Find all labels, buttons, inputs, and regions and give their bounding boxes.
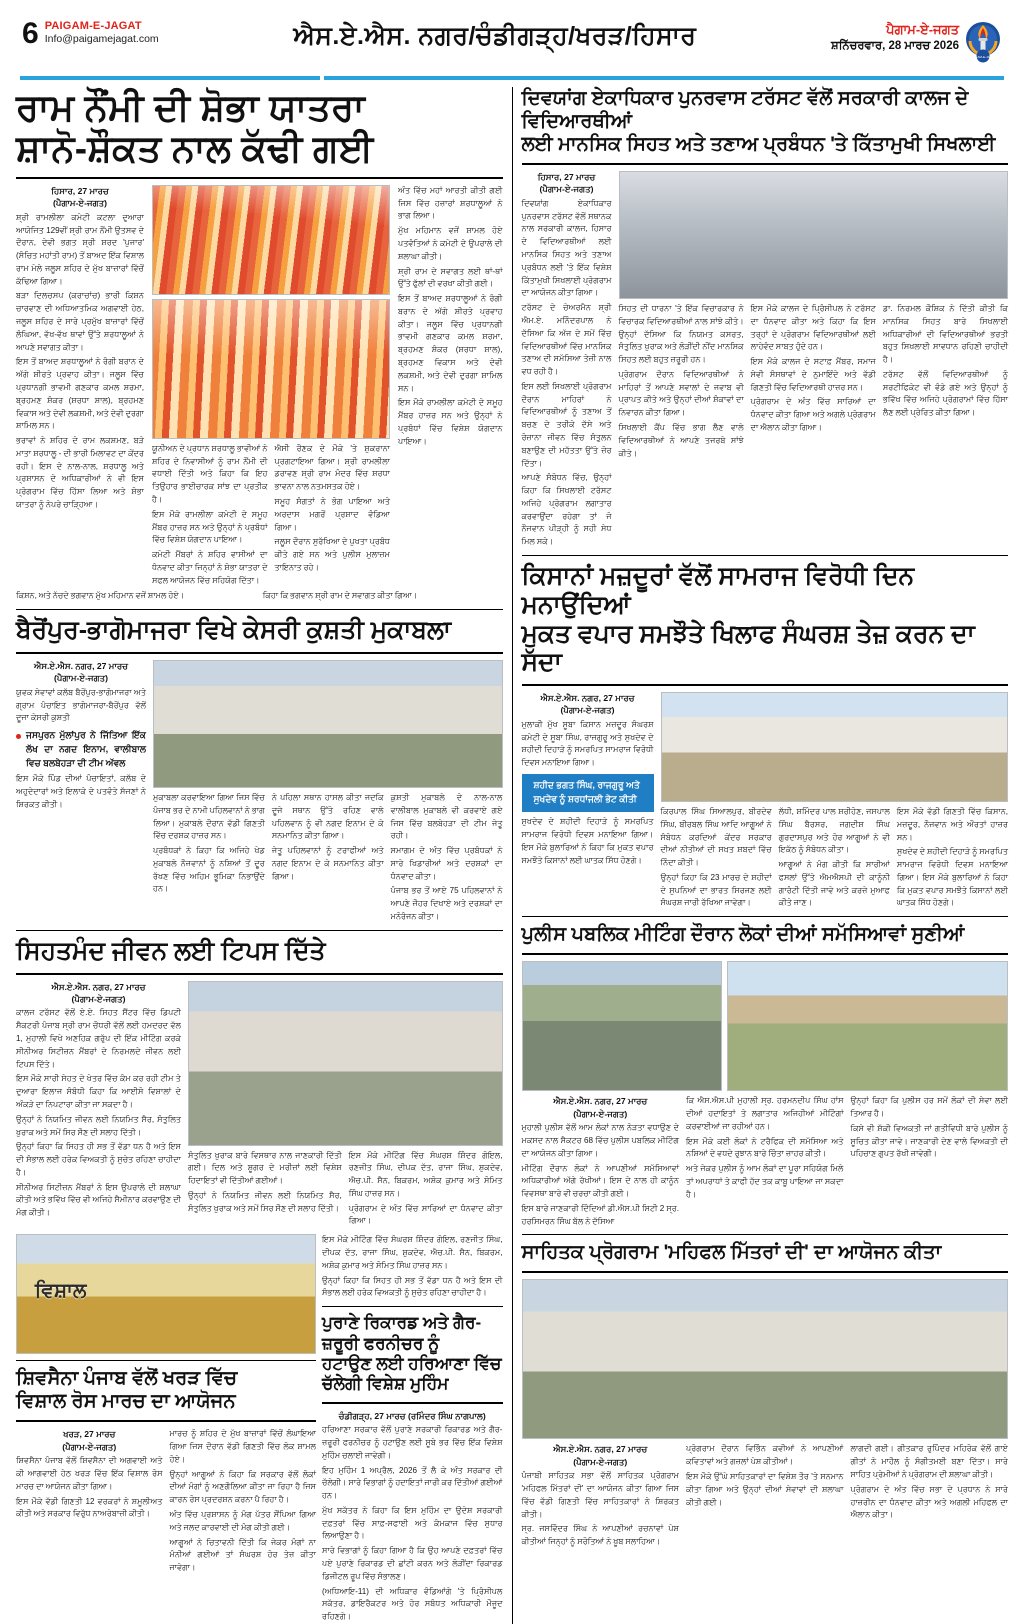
paragraph: ਕੁਸ਼ਤੀ ਮੁਕਾਬਲੇ ਦੇ ਨਾਲ-ਨਾਲ ਵਾਲੀਬਾਲ ਮੁਕਾਬਲੇ ਵੀ ਕਰਵਾਏ ਗਏ ਜਿਸ ਵਿੱਚ ਬਲਬੇਹੜਾ ਦੀ ਟੀਮ ਜੇਤੂ ਰਹੀ। [390,793,503,841]
masthead-left [22,18,159,49]
column-2 [619,171,1009,549]
dateline-agency: (ਪੈਗਾਮ-ਏ-ਜਗਤ) [53,198,107,209]
divider [522,1234,1009,1235]
dateline-place: ਐਸ.ਏ.ਐਸ. ਨਗਰ, 27 ਮਾਰਚ [33,661,129,671]
paragraph: ਪ੍ਰੋਗਰਾਮ ਦੇ ਅੰਤ ਵਿੱਚ ਸਭਾ ਦੇ ਪ੍ਰਧਾਨ ਨੇ ਸਾਰੇ ਹਾਜ਼ਰੀਨ ਦਾ ਧੰਨਵਾਦ ਕੀਤਾ ਅਤੇ ਅਗਲੀ ਮਹਿਫਲ ਦਾ ਐਲਾਨ ਕੀਤਾ। [850,1484,1008,1520]
paragraph: ਯੁਵਕ ਸੇਵਾਵਾਂ ਕਲੱਬ ਬੈਰੋਂਪੁਰ-ਭਾਗੋਮਾਜਰਾ ਅਤੇ ਗ੍ਰਾਮ ਪੰਚਾਇਤ ਭਾਗੋਮਾਜਰਾ-ਬੈਰੋਂਪੁਰ ਵੱਲੋਂ ਦੂਜਾ ਕੇਸਰੀ ਕੁਸ਼ਤੀ [16,687,146,723]
paragraph: ਅੰਤ ਵਿੱਚ ਪ੍ਰਸ਼ਾਸਨ ਨੂੰ ਮੰਗ ਪੱਤਰ ਸੌਂਪਿਆ ਗਿਆ ਅਤੇ ਜਲਦ ਕਾਰਵਾਈ ਦੀ ਮੰਗ ਕੀਤੀ ਗਈ। [169,1509,316,1532]
article-photo [188,981,503,1146]
divider [522,953,1009,955]
paragraph: ਇਸ ਮੌਕੇ ਸਾਰੀ ਸੇਹਤ ਦੇ ਖੇਤਰ ਵਿੱਚ ਕੰਮ ਕਰ ਰਹੀ ਟੀਮ ਤੇ ਦੁਆਰਾ ਇਲਾਜ ਸੰਬੰਧੀ ਕਿਹਾ ਕਿ ਆਈਸੋ ਵਿਸ਼ਾਲਾਂ ਦੇ ਅੰਕੜੇ ਦਾ ਨਿਪਟਾਰਾ ਕੀਤਾ ਜਾ ਸਕਦਾ ਹੈ। [16,1074,181,1109]
paragraph: ਪ੍ਰੋਗਰਾਮ ਦੌਰਾਨ ਵਿਭਿੰਨ ਕਵੀਆਂ ਨੇ ਆਪਣੀਆਂ ਕਵਿਤਾਵਾਂ ਅਤੇ ਗਜ਼ਲਾਂ ਪੇਸ਼ ਕੀਤੀਆਂ। [686,1444,844,1467]
paragraph: ਸ੍ਰ. ਜਸਵਿੰਦਰ ਸਿੰਘ ਨੇ ਆਪਣੀਆਂ ਰਚਨਾਵਾਂ ਪੇਸ਼ ਕੀਤੀਆਂ ਜਿਨ੍ਹਾਂ ਨੂੰ ਸਰੋਤਿਆਂ ਨੇ ਖੂਬ ਸਲਾਹਿਆ। [521,1524,679,1547]
article-haryana-campaign [322,1234,503,1624]
paragraph: ਇਸ ਮੌਕੇ ਕਈ ਲੋਕਾਂ ਨੇ ਟਰੈਫਿਕ ਦੀ ਸਮੱਸਿਆ ਅਤੇ ਨਸ਼ਿਆਂ ਦੇ ਵਧਦੇ ਰੁਝਾਨ ਬਾਰੇ ਚਿੰਤਾ ਜ਼ਾਹਰ ਕੀਤੀ। [686,1136,844,1159]
svg-text:PAIGAM-E-JAGAT: PAIGAM-E-JAGAT [970,55,996,59]
paragraph: ਡਾ. ਨਿਰਮਲ ਕੌਸ਼ਿਕ ਨੇ ਦਿੱਤੀ ਕੀਤੀ ਕਿ ਮਾਨਸਿਕ ਸਿਹਤ ਬਾਰੇ ਸਿਖਲਾਈ ਅਧਿਕਾਰੀਆਂ ਦੀ ਵਿਦਿਆਰਥੀਆਂ ਭਰਤੀ ਬਹੁਤ ਸਿਖਲਾਈ ਸਾਵਧਾਨ ਰਹਿਣੀ ਚਾਹੀਦੀ ਹੈ। [882,304,1009,365]
paragraph: ਕਿਹਾ ਕਿ ਭਗਵਾਨ ਸ਼੍ਰੀ ਰਾਮ ਦੇ ਸਵਾਗਤ ਕੀਤਾ ਗਿਆ। [262,591,418,601]
paragraph: ਅੰਤ ਵਿੱਚ ਮਹਾਂ ਆਰਤੀ ਕੀਤੀ ਗਈ ਜਿਸ ਵਿੱਚ ਹਜ਼ਾਰਾਂ ਸ਼ਰਧਾਲੂਆਂ ਨੇ ਭਾਗ ਲਿਆ। [398,185,503,221]
dateline-agency: (ਪੈਗਾਮ-ਏ-ਜਗਤ) [71,994,126,1005]
column-1 [522,171,612,549]
callout-text: ਸ਼ਹੀਦ ਭਗਤ ਸਿੰਘ, ਰਾਜਗੁਰੂ ਅਤੇ ਸੁਖਦੇਵ ਨੂੰ ਸ਼ਰਧਾਂਜਲੀ ਭੇਟ ਕੀਤੀ [533,780,640,804]
paragraph: ਸ਼੍ਰੀ ਰਾਮਲੀਲਾ ਕਮੇਟੀ ਕਟਲਾ ਦੁਆਰਾ ਆਯੋਜਿਤ 129ਵੀਂ ਸ਼੍ਰੀ ਰਾਮ ਨੌਂਮੀ ਉਤਸਵ ਦੇ ਦੌਰਾਨ, ਦੇਵੀ ਭਗਤ ਸ਼੍ਰੀ ਸ਼ਰਦ 'ਪੁਜਾਰ' (ਸੰਚਿਤ ਮਹਾਂਤੀ ਰਾਮ) ਤੋਂ ਬਾਅਦ ਇੱਕ ਵਿਸ਼ਾਲ ਰਾਮ ਮੇਲੇ ਜਲੂਸ ਸ਼ਹਿਰ ਦੇ ਮੁੱਖ ਬਾਜ਼ਾਰਾਂ ਵਿੱਚੋਂ ਕੱਢਿਆ ਗਿਆ। [16,212,144,286]
bullet-icon [16,734,21,739]
paragraph: ਸਿਖਲਾਈ ਕੈਂਪ ਵਿੱਚ ਭਾਗ ਲੈਣ ਵਾਲੇ ਵਿਦਿਆਰਥੀਆਂ ਨੇ ਆਪਣੇ ਤਜਰਬੇ ਸਾਂਝੇ ਕੀਤੇ। [618,423,744,458]
article-ram-navami [16,87,503,603]
divider [522,163,1009,165]
column-3 [851,1095,1009,1228]
divider [522,1271,1009,1273]
paragraph: ਇਸ ਮੌਕੇ ਕਾਲਜ ਦੇ ਸਟਾਫ਼ ਮੈਂਬਰ, ਸਮਾਜ ਸੇਵੀ ਸੰਸਥਾਵਾਂ ਦੇ ਨੁਮਾਇੰਦੇ ਅਤੇ ਵੱਡੀ ਗਿਣਤੀ ਵਿੱਚ ਵਿਦਿਆਰਥੀ ਹਾਜ਼ਰ ਸਨ। [750,357,876,392]
column-1 [522,1443,680,1549]
paragraph: ਯੂਨੀਅਨ ਦੇ ਪ੍ਰਧਾਨ ਸ਼ਰਧਾਲੂ ਭਾਵੀਆਂ ਨੇ ਸ਼ਹਿਰ ਦੇ ਨਿਵਾਸੀਆਂ ਨੂੰ ਰਾਮ ਨੌਂਮੀ ਦੀ ਵਧਾਈ ਦਿੱਤੀ ਅਤੇ ਕਿਹਾ ਕਿ ਇਹ ਤਿਉਹਾਰ ਭਾਈਚਾਰਕ ਸਾਂਝ ਦਾ ਪ੍ਰਤੀਕ ਹੈ। [152,443,268,504]
paragraph: ਆਗੂਆਂ ਨੇ ਚਿਤਾਵਨੀ ਦਿੱਤੀ ਕਿ ਜੇਕਰ ਮੰਗਾਂ ਨਾ ਮੰਨੀਆਂ ਗਈਆਂ ਤਾਂ ਸੰਘਰਸ਼ ਹੋਰ ਤੇਜ਼ ਕੀਤਾ ਜਾਵੇਗਾ। [169,1537,316,1573]
paragraph: ਪੰਜਾਬ ਭਰ ਤੋਂ ਆਏ 75 ਪਹਿਲਵਾਨਾਂ ਨੇ ਆਪਣੇ ਜੌਹਰ ਦਿਖਾਏ ਅਤੇ ਦਰਸ਼ਕਾਂ ਦਾ ਮਨੋਰੰਜਨ ਕੀਤਾ। [390,886,503,922]
highlight-callout [522,774,654,812]
dateline [16,185,144,210]
publication-date: ਸ਼ਨਿੱਚਰਵਾਰ, 28 ਮਾਰਚ 2026 [831,39,959,52]
article-photo [619,171,1009,299]
headline-line-1: ਪੁਰਾਣੇ ਰਿਕਾਰਡ ਅਤੇ ਗੈਰ-ਜ਼ਰੂਰੀ ਫਰਨੀਚਰ ਨੂੰ [322,1313,482,1353]
masthead-right [831,18,1002,63]
paragraph: ਕਿ ਐਸ.ਐਸ.ਪੀ ਮੁਹਾਲੀ ਸ੍ਰ. ਹਰਮਨਦੀਪ ਸਿੰਘ ਹਾਂਸ ਦੀਆਂ ਹਦਾਇਤਾਂ ਤੇ ਲਗਾਤਾਰ ਅਜਿਹੀਆਂ ਮੀਟਿੰਗਾਂ ਕਰਵਾਈਆਂ ਜਾ ਰਹੀਆਂ ਹਨ। [686,1096,844,1131]
paragraph: ਇਸ ਮੌਕੇ ਵੱਡੀ ਗਿਣਤੀ ਵਿੱਚ ਕਿਸਾਨ, ਮਜ਼ਦੂਰ, ਨੌਜਵਾਨ ਅਤੇ ਔਰਤਾਂ ਹਾਜ਼ਰ ਸਨ। [896,807,1009,842]
article-headline [522,87,1009,156]
article-photo [522,1279,1009,1439]
paragraph: ਉਨ੍ਹਾਂ ਕਿਹਾ ਕਿ ਸਿਹਤ ਹੀ ਸਭ ਤੋਂ ਵੱਡਾ ਧਨ ਹੈ ਅਤੇ ਇਸ ਦੀ ਸੰਭਾਲ ਲਈ ਹਰੇਕ ਵਿਅਕਤੀ ਨੂੰ ਸੁਚੇਤ ਰਹਿਣਾ ਚਾਹੀਦਾ ਹੈ। [16,1142,181,1177]
paragraph: ਉਨ੍ਹਾਂ ਕਿਹਾ ਕਿ ਪੁਲੀਸ ਹਰ ਸਮੇਂ ਲੋਕਾਂ ਦੀ ਸੇਵਾ ਲਈ ਤਿਆਰ ਹੈ। [850,1096,1008,1119]
page-content [16,87,1008,1624]
dateline-place: ਐਸ.ਏ.ਐਸ. ਨਗਰ, 27 ਮਾਰਚ [553,1444,648,1455]
paragraph: ਇਸ ਮੌਕੇ ਉੱਘੇ ਸਾਹਿਤਕਾਰਾਂ ਦਾ ਵਿਸ਼ੇਸ਼ ਤੌਰ 'ਤੇ ਸਨਮਾਨ ਕੀਤਾ ਗਿਆ ਅਤੇ ਉਨ੍ਹਾਂ ਦੀਆਂ ਸੇਵਾਵਾਂ ਦੀ ਸ਼ਲਾਘਾ ਕੀਤੀ ਗਈ। [686,1471,844,1507]
paper-logo-text: ਪੈਗਾਮ-ਏ-ਜਗਤ [886,22,959,37]
headline-line-1: ਦਿਵਯਾਂਗ ਏਕਾਧਿਕਾਰ ਪੁਨਰਵਾਸ ਟਰੱਸਟ ਵੱਲੋਂ ਸਰਕਾਰੀ ਕਾਲਜ ਦੇ ਵਿਦਿਆਰਥੀਆਂ [521,87,969,132]
divider [16,973,503,975]
paragraph: ਅਤੇ ਜੇਕਰ ਪੁਲੀਸ ਨੂੰ ਆਮ ਲੋਕਾਂ ਦਾ ਪੂਰਾ ਸਹਿਯੋਗ ਮਿਲੇ ਤਾਂ ਅਪਰਾਧਾਂ ਤੇ ਕਾਫੀ ਹੱਦ ਤਕ ਕਾਬੂ ਪਾਇਆ ਜਾ ਸਕਦਾ ਹੈ। [686,1164,844,1199]
paragraph: ਸਮਾਗਮ ਦੇ ਅੰਤ ਵਿੱਚ ਪ੍ਰਬੰਧਕਾਂ ਨੇ ਸਾਰੇ ਖਿਡਾਰੀਆਂ ਅਤੇ ਦਰਸ਼ਕਾਂ ਦਾ ਧੰਨਵਾਦ ਕੀਤਾ। [390,846,503,881]
subcolumn [897,806,1008,910]
column-3 [851,1443,1009,1549]
paragraph: ਮੁਹਾਲੀ ਪੁਲੀਸ ਵੱਲੋਂ ਆਮ ਲੋਕਾਂ ਨਾਲ ਨੇੜਤਾ ਵਧਾਉਣ ਦੇ ਮਕਸਦ ਨਾਲ ਸੈਕਟਰ 68 ਵਿੱਚ ਪੁਲੀਸ ਪਬਲਿਕ ਮੀਟਿੰਗ ਦਾ ਆਯੋਜਨ ਕੀਤਾ ਗਿਆ। [521,1123,679,1158]
paragraph: ਭਰਾਵਾਂ ਨੇ ਸ਼ਹਿਰ ਦੇ ਰਾਮ ਲਕਸ਼ਮਣ, ਬੜੇ ਮਾਤਾ ਸ਼ਰਧਾਲੂ - ਦੀ ਭਾਰੀ ਮਿਲਾਵਟ ਦਾ ਕੇਂਦਰ ਰਹੀ। ਇਸ ਦੇ ਨਾਲ-ਨਾਲ, ਸ਼ਰਧਾਲੂ ਅਤੇ ਪ੍ਰਸ਼ਾਸਨ ਦੇ ਅਧਿਕਾਰੀਆਂ ਨੇ ਵੀ ਇਸ ਪ੍ਰੋਗਰਾਮ ਵਿੱਚ ਹਿੱਸਾ ਲਿਆ ਅਤੇ ਸ਼ੋਭਾ ਯਾਤਰਾ ਨੂੰ ਨੇਪਰੇ ਚਾੜ੍ਹਿਆ। [16,436,144,509]
headline-line-2: ਹਟਾਉਣ ਲਈ ਹਰਿਆਣਾ ਵਿੱਚ ਚੱਲੇਗੀ ਵਿਸ਼ੇਸ਼ ਮੁਹਿੰਮ [322,1353,502,1394]
rule-left [20,76,320,80]
headline-line-1: ਸ਼ਿਵਸੈਨਾ ਪੰਜਾਬ ਵੱਲੋਂ ਖਰੜ ਵਿੱਚ [16,1367,238,1390]
dateline-agency: (ਪੈਗਾਮ-ਏ-ਜਗਤ) [62,1441,117,1452]
paragraph: ਸ਼ਿਵਸੈਨਾ ਪੰਜਾਬ ਵੱਲੋਂ ਸ਼ਿਵਸੈਨਾ ਦੀ ਅਗਵਾਈ ਅਤੇ ਕੀ ਆਗਵਾਈ ਹੇਠ ਖਰੜ ਵਿੱਚ ਇੱਕ ਵਿਸ਼ਾਲ ਰੋਸ ਮਾਰਚ ਦਾ ਆਯੋਜਨ ਕੀਤਾ ਗਿਆ। [16,1456,163,1491]
paragraph: ਆਪਣੇ ਸੰਬੋਧਨ ਵਿੱਚ, ਉਨ੍ਹਾਂ ਕਿਹਾ ਕਿ ਸਿਖਲਾਈ ਟਰੱਸਟ ਅਜਿਹੇ ਪ੍ਰੋਗਰਾਮ ਲਗਾਤਾਰ ਕਰਵਾਉਂਦਾ ਰਹੇਗਾ ਤਾਂ ਜੋ ਨੌਜਵਾਨ ਪੀੜ੍ਹੀ ਨੂੰ ਸਹੀ ਸੇਧ ਮਿਲ ਸਕੇ। [521,473,612,547]
subcolumn [16,1428,163,1575]
article-photo [152,185,390,295]
dateline [16,660,146,685]
headline-line-2: ਵਿਸ਼ਾਲ ਰੋਸ ਮਾਰਚ ਦਾ ਆਯੋਜਨ [16,1390,236,1413]
paragraph: ਉਨ੍ਹਾਂ ਕਿਹਾ ਕਿ 23 ਮਾਰਚ ਦੇ ਸ਼ਹੀਦਾਂ ਦੇ ਸੁਪਨਿਆਂ ਦਾ ਭਾਰਤ ਸਿਰਜਣ ਲਈ ਸੰਘਰਸ਼ ਜਾਰੀ ਰੱਖਿਆ ਜਾਵੇਗਾ। [660,872,772,908]
paragraph: ਬੜਾ ਦਿਲਚਸਪ (ਕਰਾਚਾਂਚ) ਭਾਰੀ ਕਿਸ਼ਨ ਚਾਰਵਾਣ ਦੀ ਅਧਿਆਤਮਿਕ ਅਗਵਾਈ ਹੇਠ, ਜਲੂਸ ਸ਼ਹਿਰ ਦੇ ਸਾਰੇ ਪ੍ਰਮੁੱਖ ਬਾਜ਼ਾਰਾਂ ਵਿੱਚੋਂ ਲੰਘਿਆ, ਵੱਖ-ਵੱਖ ਥਾਵਾਂ ਉੱਤੇ ਸ਼ਰਧਾਲੂਆਂ ਨੇ ਆਪਣੇ ਸਵਾਗਤ ਕੀਤਾ। [16,291,144,352]
subcolumn [188,1150,342,1229]
paragraph: ਸੁਖਦੇਵ ਦੇ ਸ਼ਹੀਦੀ ਦਿਹਾੜੇ ਨੂੰ ਸਮਰਪਿਤ ਸਾਮਰਾਜ ਵਿਰੋਧੀ ਦਿਵਸ ਮਨਾਇਆ ਗਿਆ। ਇਸ ਮੌਕੇ ਬੁਲਾਰਿਆਂ ਨੇ ਕਿਹਾ ਕਿ ਮੁਕਤ ਵਪਾਰ ਸਮਝੌਤੇ ਕਿਸਾਨਾਂ ਲਈ ਘਾਤਕ ਸਿੱਧ ਹੋਣਗੇ। [521,817,654,865]
article-shiv-sena [16,1234,316,1624]
paragraph: ਉਨ੍ਹਾਂ ਨੇ ਨਿਯਮਿਤ ਜੀਵਨ ਲਈ ਨਿਯਮਿਤ ਸੈਰ, ਸੰਤੁਲਿਤ ਖੁਰਾਕ ਅਤੇ ਸਮੇਂ ਸਿਰ ਸੌਣ ਦੀ ਸਲਾਹ ਦਿੱਤੀ। [188,1190,342,1213]
dateline-place: ਹਿਸਾਰ, 27 ਮਾਰਚ [51,185,109,196]
page-number: 6 [22,17,39,50]
subcolumn [153,792,265,924]
paragraph: ਸਮੂਹ ਸੰਗਤਾਂ ਨੇ ਭੋਗ ਪਾਇਆ ਅਤੇ ਅਰਦਾਸ ਮਗਰੋਂ ਪ੍ਰਸ਼ਾਦ ਵੰਡਿਆ ਗਿਆ। [274,497,390,532]
edition-line: ਐਸ.ਏ.ਐਸ. ਨਗਰ/ਚੰਡੀਗੜ੍ਹ/ਖਰੜ/ਹਿਸਾਰ [293,22,697,50]
paragraph: ਉਨ੍ਹਾਂ ਆਗੂਆਂ ਨੇ ਕਿਹਾ ਕਿ ਸਰਕਾਰ ਵੱਲੋਂ ਲੋਕਾਂ ਦੀਆਂ ਮੰਗਾਂ ਨੂੰ ਅਣਗੌਲਿਆ ਕੀਤਾ ਜਾ ਰਿਹਾ ਹੈ ਜਿਸ ਕਾਰਨ ਰੋਸ ਪ੍ਰਦਰਸ਼ਨ ਕਰਨਾ ਪੈ ਰਿਹਾ ਹੈ। [169,1469,316,1505]
paragraph: ਲਾਗਦੀ ਗਈ। ਗੀਤਕਾਰ ਰੁਪਿੰਦਰ ਮਹਿਰੋਕ ਵੱਲੋਂ ਗਾਏ ਗੀਤਾਂ ਨੇ ਮਾਹੌਲ ਨੂੰ ਸੰਗੀਤਮਈ ਬਣਾ ਦਿੱਤਾ। ਸਾਰੇ ਸਾਹਿਤ ਪ੍ਰੇਮੀਆਂ ਨੇ ਪ੍ਰੋਗਰਾਮ ਦੀ ਸ਼ਲਾਘਾ ਕੀਤੀ। [850,1444,1008,1479]
paragraph: ਇਸ ਮੌਕੇ ਪਿੰਡ ਦੀਆਂ ਪੰਚਾਇਤਾਂ, ਕਲੱਬ ਦੇ ਅਹੁਦੇਦਾਰਾਂ ਅਤੇ ਇਲਾਕੇ ਦੇ ਪਤਵੰਤੇ ਸੱਜਣਾਂ ਨੇ ਸ਼ਿਰਕਤ ਕੀਤੀ। [16,774,146,809]
article-headline [16,87,503,170]
paragraph: ਇਸ ਬਾਰੇ ਜਾਣਕਾਰੀ ਦਿੰਦਿਆਂ ਡੀ.ਐਸ.ਪੀ ਸਿਟੀ 2 ਸ੍ਰ. ਹਰਸਿਮਰਨ ਸਿੰਘ ਬੱਲ ਨੇ ਦੱਸਿਆ [521,1203,679,1226]
headline-line-2: ਸ਼ਾਨੋ-ਸ਼ੌਕਤ ਨਾਲ ਕੱਢੀ ਗਈ [16,128,374,170]
article-headline: ਬੈਰੋਂਪੁਰ-ਭਾਗੋਮਾਜਰਾ ਵਿਖੇ ਕੇਸਰੀ ਕੁਸ਼ਤੀ ਮੁਕਾਬਲਾ [16,616,452,645]
masthead-rules [16,76,1008,80]
subcolumn [272,792,384,924]
column-1 [522,692,654,910]
dateline-agency: (ਰਮਿੰਦਰ ਸਿੰਘ ਨਾਗਪਾਲ) [407,1410,486,1421]
headline-line-1: ਰਾਮ ਨੌਂਮੀ ਦੀ ਸ਼ੋਭਾ ਯਾਤਰਾ [16,87,365,128]
paragraph: ਜਲੂਸ ਦੌਰਾਨ ਸੁਰੱਖਿਆ ਦੇ ਪੁਖਤਾ ਪ੍ਰਬੰਧ ਕੀਤੇ ਗਏ ਸਨ ਅਤੇ ਪੁਲੀਸ ਮੁਲਾਜ਼ਮ ਤਾਇਨਾਤ ਰਹੇ। [274,537,390,572]
paragraph: ਇਸ ਮੌਕੇ ਰਾਮਲੀਲਾ ਕਮੇਟੀ ਦੇ ਸਮੂਹ ਮੈਂਬਰ ਹਾਜ਼ਰ ਸਨ ਅਤੇ ਉਨ੍ਹਾਂ ਨੇ ਪ੍ਰਬੰਧਾਂ ਵਿੱਚ ਵਿਸ਼ੇਸ਼ ਯੋਗਦਾਨ ਪਾਇਆ। [152,509,268,545]
left-column [16,87,503,1624]
paragraph: ਇਸ ਤੋਂ ਬਾਅਦ ਸ਼ਰਧਾਲੂਆਂ ਨੇ ਰੰਗੀ ਬਰਾਨ ਦੇ ਅੱਗੇ ਸ਼ੀਰਤੇ ਪ੍ਰਵਾਹ ਕੀਤਾ। ਜਲੂਸ ਵਿੱਚ ਪ੍ਰਧਾਨਗੀ ਭਾਵਮੀ ਗਣਕਾਰ ਕਮਲ ਸ਼ਰਮਾ, ਬ੍ਰਹਮਣ ਸ਼ੰਕਰ (ਸ਼ਰਧਾ ਸ਼ਾਲ), ਬ੍ਰਹਮਣ ਵਿਕਾਸ ਅਤੇ ਦੇਵੀ ਲਕਸ਼ਮੀ, ਅਤੇ ਦੇਵੀ ਦੁਰਗਾ ਸ਼ਾਮਿਲ ਸਨ। [16,357,144,431]
dateline-agency: (ਪੈਗਾਮ-ਏ-ਜਗਤ) [560,705,615,716]
divider [16,609,503,610]
dateline-agency: (ਪੈਗਾਮ-ਏ-ਜਗਤ) [54,673,108,684]
column-2 [152,185,390,588]
paragraph: ਇਸ ਮੌਕੇ ਵੱਡੀ ਗਿਣਤੀ 12 ਵਰਕਰਾਂ ਨੇ ਸ਼ਮੂਲੀਅਤ ਕੀਤੀ ਅਤੇ ਸਰਕਾਰ ਵਿਰੁੱਧ ਨਾਅਰੇਬਾਜ਼ੀ ਕੀਤੀ। [16,1496,163,1519]
dateline-agency: (ਪੈਗਾਮ-ਏ-ਜਗਤ) [573,1108,628,1119]
paragraph: ਪ੍ਰੋਗਰਾਮ ਦੌਰਾਨ ਵਿਦਿਆਰਥੀਆਂ ਨੇ ਮਾਹਿਰਾਂ ਤੋਂ ਆਪਣੇ ਸਵਾਲਾਂ ਦੇ ਜਵਾਬ ਵੀ ਪ੍ਰਾਪਤ ਕੀਤੇ ਅਤੇ ਉਨ੍ਹਾਂ ਦੀਆਂ ਸ਼ੰਕਾਵਾਂ ਦਾ ਨਿਵਾਰਨ ਕੀਤਾ ਗਿਆ। [618,369,744,418]
paragraph: ਸੰਤੁਲਿਤ ਖੁਰਾਕ ਬਾਰੇ ਵਿਸਥਾਰ ਨਾਲ ਜਾਣਕਾਰੀ ਦਿੱਤੀ ਗਈ। ਦਿਲ ਅਤੇ ਸ਼ੂਗਰ ਦੇ ਮਰੀਜ਼ਾਂ ਲਈ ਵਿਸ਼ੇਸ਼ ਹਿਦਾਇਤਾਂ ਵੀ ਦਿੱਤੀਆਂ ਗਈਆਂ। [188,1150,342,1186]
dateline [522,171,612,196]
highlight-callout [16,729,146,770]
dateline [322,1410,503,1422]
masthead-brand [45,18,159,45]
headline-line-2: ਮੁਕਤ ਵਪਾਰ ਸਮਝੌਤੇ ਖਿਲਾਫ ਸੰਘਰਸ਼ ਤੇਜ਼ ਕਰਨ ਦਾ ਸੱਦਾ [521,619,975,677]
paragraph: ਇਸ ਮੌਕੇ ਕਾਲਜ ਦੇ ਪ੍ਰਿੰਸੀਪਲ ਨੇ ਟਰੱਸਟ ਦਾ ਧੰਨਵਾਦ ਕੀਤਾ ਅਤੇ ਕਿਹਾ ਕਿ ਇਸ ਤਰ੍ਹਾਂ ਦੇ ਪ੍ਰੋਗਰਾਮ ਵਿਦਿਆਰਥੀਆਂ ਲਈ ਲਾਹੇਵੰਦ ਸਾਬਤ ਹੁੰਦੇ ਹਨ। [750,304,876,352]
article-headline [16,1367,316,1413]
article-photo [661,692,1009,802]
paragraph: ਮੁਕਾਬਲਾ ਕਰਵਾਇਆ ਗਿਆ ਜਿਸ ਵਿੱਚ ਪੰਜਾਬ ਭਰ ਦੇ ਨਾਮੀ ਪਹਿਲਵਾਨਾਂ ਨੇ ਭਾਗ ਲਿਆ। ਮੁਕਾਬਲੇ ਦੌਰਾਨ ਵੱਡੀ ਗਿਣਤੀ ਵਿੱਚ ਦਰਸ਼ਕ ਹਾਜ਼ਰ ਸਨ। [153,793,265,841]
paragraph: ਟਰੱਸਟ ਵੱਲੋਂ ਵਿਦਿਆਰਥੀਆਂ ਨੂੰ ਸਰਟੀਫਿਕੇਟ ਵੀ ਵੰਡੇ ਗਏ ਅਤੇ ਉਨ੍ਹਾਂ ਨੂੰ ਭਵਿੱਖ ਵਿੱਚ ਅਜਿਹੇ ਪ੍ਰੋਗਰਾਮਾਂ ਵਿੱਚ ਹਿੱਸਾ ਲੈਣ ਲਈ ਪ੍ਰੇਰਿਤ ਕੀਤਾ ਗਿਆ। [882,369,1009,418]
paragraph: ਉਨ੍ਹਾਂ ਨੇ ਨਿਯਮਿਤ ਜੀਵਨ ਲਈ ਨਿਯਮਿਤ ਸੈਰ, ਸੰਤੁਲਿਤ ਖੁਰਾਕ ਅਤੇ ਸਮੇਂ ਸਿਰ ਸੌਣ ਦੀ ਸਲਾਹ ਦਿੱਤੀ। [16,1114,181,1137]
dateline-place: ਐਸ.ਏ.ਐਸ. ਨਗਰ, 27 ਮਾਰਚ [540,693,635,703]
paragraph: ਸ਼੍ਰੀ ਰਾਮ ਦੇ ਸਵਾਗਤ ਲਈ ਥਾਂ-ਥਾਂ ਉੱਤੇ ਫੁੱਲਾਂ ਦੀ ਵਰਖਾ ਕੀਤੀ ਗਈ। [398,266,503,289]
dateline [522,692,654,717]
paragraph: ਇਹ ਮੁਹਿੰਮ 1 ਅਪ੍ਰੈਲ, 2026 ਤੋਂ ਲੈ ਕੇ ਅੰਤ ਸਰਕਾਰ ਦੀ ਚੱਲੇਗੀ। ਸਾਰੇ ਵਿਭਾਗਾਂ ਨੂੰ ਹਦਾਇਤਾਂ ਜਾਰੀ ਕਰ ਦਿੱਤੀਆਂ ਗਈਆਂ ਹਨ। [322,1465,503,1501]
paragraph: ਪੰਜਾਬੀ ਸਾਹਿਤਕ ਸਭਾ ਵੱਲੋਂ ਸਾਹਿਤਕ ਪ੍ਰੋਗਰਾਮ 'ਮਹਿਫਲ ਮਿੱਤਰਾਂ ਦੀ' ਦਾ ਆਯੋਜਨ ਕੀਤਾ ਗਿਆ ਜਿਸ ਵਿੱਚ ਵੱਡੀ ਗਿਣਤੀ ਵਿੱਚ ਸਾਹਿਤਕਾਰਾਂ ਨੇ ਸ਼ਿਰਕਤ ਕੀਤੀ। [521,1471,679,1519]
dateline-place: ਐਸ.ਏ.ਐਸ. ਨਗਰ, 27 ਮਾਰਚ [553,1096,648,1107]
paragraph: ਨੇ ਪਹਿਲਾ ਸਥਾਨ ਹਾਸਲ ਕੀਤਾ ਜਦਕਿ ਦੂਜੇ ਸਥਾਨ ਉੱਤੇ ਰਹਿਣ ਵਾਲੇ ਪਹਿਲਵਾਨ ਨੂੰ ਵੀ ਨਗਦ ਇਨਾਮ ਦੇ ਕੇ ਸਨਮਾਨਿਤ ਕੀਤਾ ਗਿਆ। [271,793,384,841]
paragraph: ਆਗੂਆਂ ਨੇ ਮੰਗ ਕੀਤੀ ਕਿ ਸਾਰੀਆਂ ਫਸਲਾਂ ਉੱਤੇ ਐਮਐਸਪੀ ਦੀ ਕਾਨੂੰਨੀ ਗਾਰੰਟੀ ਦਿੱਤੀ ਜਾਵੇ ਅਤੇ ਕਰਜ਼ੇ ਮੁਆਫ ਕੀਤੇ ਜਾਣ। [778,860,890,908]
subcolumn [152,443,268,588]
subcolumn [751,303,876,460]
article-headline: ਪੁਲੀਸ ਪਬਲਿਕ ਮੀਟਿੰਗ ਦੌਰਾਨ ਲੋਕਾਂ ਦੀਆਂ ਸਮੱਸਿਆਵਾਂ ਸੁਣੀਆਂ [521,923,965,946]
subcolumn [391,792,503,924]
article-headline [522,562,1009,677]
paragraph: ਕਾਲਜ ਟਰੱਸਟ ਵੱਲੋਂ ਏ.ਏ. ਸਿਹਤ ਸੈਂਟਰ ਵਿੱਚ ਡਿਪਟੀ ਸੈਕਟਰੀ ਪੰਜਾਬ ਸ੍ਰੀ ਰਾਮ ਚੌਧਰੀ ਵੱਲੋਂ ਲਈ ਹਮਦਰਦ ਵੱਲ 1, ਮੁਹਾਲੀ ਵਿਖੇ ਅਣਹਿਕ ਗਰੁੱਪ ਦੀ ਇੱਕ ਮੀਟਿੰਗ ਕਰਕੇ ਸੀਨੀਅਰ ਸਿਟੀਜ਼ਨ ਮੈਂਬਰਾਂ ਦੇ ਨਿਰਮਲਦੇ ਜੀਵਨ ਲਈ ਟਿਪਸ ਦਿੱਤੇ। [16,1008,181,1069]
article-farmers [522,562,1009,910]
paragraph: ਜੇਤੂ ਪਹਿਲਵਾਨਾਂ ਨੂੰ ਟਰਾਫੀਆਂ ਅਤੇ ਨਗਦ ਇਨਾਮ ਦੇ ਕੇ ਸਨਮਾਨਿਤ ਕੀਤਾ ਗਿਆ। [271,846,384,881]
dateline-place: ਹਿਸਾਰ, 27 ਮਾਰਚ [537,172,596,182]
torch-emblem-icon [964,19,1002,63]
column-2 [188,981,503,1229]
masthead-center [159,18,831,51]
brand-name: PAIGAM-E-JAGAT [44,20,142,32]
paragraph: ਕਿਸੇ ਵੀ ਸ਼ੱਕੀ ਵਿਅਕਤੀ ਜਾਂ ਗਤੀਵਿਧੀ ਬਾਰੇ ਪੁਲੀਸ ਨੂੰ ਸੂਚਿਤ ਕੀਤਾ ਜਾਵੇ। ਜਾਣਕਾਰੀ ਦੇਣ ਵਾਲੇ ਵਿਅਕਤੀ ਦੀ ਪਹਿਚਾਣ ਗੁਪਤ ਰੱਖੀ ਜਾਵੇਗੀ। [850,1123,1008,1159]
subcolumn [349,1150,503,1229]
dateline-agency: (ਪੈਗਾਮ-ਏ-ਜਗਤ) [539,184,594,195]
divider [522,555,1009,556]
paragraph: ਟਰੱਸਟ ਦੇ ਚੇਅਰਮੈਨ ਸ਼੍ਰੀ ਐਮ.ਏ. ਮਨਿੰਦਰਪਾਲ ਨੇ ਦੱਸਿਆ ਕਿ ਅੱਜ ਦੇ ਸਮੇਂ ਵਿੱਚ ਵਿਦਿਆਰਥੀਆਂ ਵਿੱਚ ਮਾਨਸਿਕ ਤਣਾਅ ਦੀ ਸਮੱਸਿਆ ਤੇਜ਼ੀ ਨਾਲ ਵਧ ਰਹੀ ਹੈ। [521,303,612,377]
article-photo [727,961,1009,1091]
column-1 [16,981,181,1229]
paragraph: ਕਮੇਟੀ ਮੈਂਬਰਾਂ ਨੇ ਸ਼ਹਿਰ ਵਾਸੀਆਂ ਦਾ ਧੰਨਵਾਦ ਕੀਤਾ ਜਿਨ੍ਹਾਂ ਨੇ ਸ਼ੋਭਾ ਯਾਤਰਾ ਦੇ ਸਫਲ ਆਯੋਜਨ ਵਿੱਚ ਸਹਿਯੋਗ ਦਿੱਤਾ। [152,550,268,585]
article-divyang-training [522,87,1009,549]
divider [322,1402,503,1404]
dateline [16,981,181,1006]
divider [16,1420,316,1422]
column-2 [661,692,1009,910]
article-health-tips [16,937,503,1228]
dateline [16,1428,163,1453]
paragraph: ਸੀਨੀਅਰ ਸਿਟੀਜ਼ਨ ਮੈਂਬਰਾਂ ਨੇ ਇਸ ਉਪਰਾਲੇ ਦੀ ਸ਼ਲਾਘਾ ਕੀਤੀ ਅਤੇ ਭਵਿੱਖ ਵਿੱਚ ਵੀ ਅਜਿਹੇ ਸੈਮੀਨਾਰ ਕਰਵਾਉਣ ਦੀ ਮੰਗ ਕੀਤੀ। [16,1182,181,1218]
paragraph: ਮੀਟਿੰਗ ਦੌਰਾਨ ਲੋਕਾਂ ਨੇ ਆਪਣੀਆਂ ਸਮੱਸਿਆਵਾਂ ਅਧਿਕਾਰੀਆਂ ਅੱਗੇ ਰੱਖੀਆਂ। ਇਸ ਦੇ ਨਾਲ ਹੀ ਕਾਨੂੰਨ ਵਿਵਸਥਾ ਬਾਰੇ ਵੀ ਚਰਚਾ ਕੀਤੀ ਗਈ। [521,1163,679,1199]
column-divider [512,87,513,1624]
article-headline: ਸਿਹਤਮੰਦ ਜੀਵਨ ਲਈ ਟਿਪਸ ਦਿੱਤੇ [16,936,326,965]
paragraph: ਮੁੱਖ ਮਹਿਮਾਨ ਵਜੋਂ ਸ਼ਾਮਲ ਹੋਏ ਪਤਵੰਤਿਆਂ ਨੇ ਕਮੇਟੀ ਦੇ ਉਪਰਾਲੇ ਦੀ ਸ਼ਲਾਘਾ ਕੀਤੀ। [398,226,503,261]
column-3 [398,185,503,588]
subcolumn [883,303,1008,460]
paragraph: ਕਿਸ਼ਨ, ਅਤੇ ਨੱਚਦੇ ਭਗਵਾਨ ਮੁੱਖ ਮਹਿਮਾਨ ਵਜੋਂ ਸ਼ਾਮਲ ਹੋਏ। [16,591,185,601]
paragraph: ਇਸ ਮੌਕੇ ਰਾਮਲੀਲਾ ਕਮੇਟੀ ਦੇ ਸਮੂਹ ਮੈਂਬਰ ਹਾਜ਼ਰ ਸਨ ਅਤੇ ਉਨ੍ਹਾਂ ਨੇ ਪ੍ਰਬੰਧਾਂ ਵਿੱਚ ਵਿਸ਼ੇਸ਼ ਯੋਗਦਾਨ ਪਾਇਆ। [398,398,503,446]
paragraph: ਐਸੀ ਰੌਣਕ ਦੇ ਮੌਕੇ 'ਤੇ ਸ਼ੁਕਰਾਨਾ ਪ੍ਰਗਟਾਇਆ ਗਿਆ। ਸ਼੍ਰੀ ਰਾਮਲੀਲਾ ਡਰਾਵਣ ਸ਼੍ਰੀ ਰਾਮ ਮੰਦਰ ਵਿੱਚ ਸ਼ਰਧਾ ਭਾਵਨਾ ਨਾਲ ਨਤਮਸਤਕ ਹੋਏ। [274,443,390,492]
paragraph: ਦਿਵਯਾਂਗ ਏਕਾਧਿਕਾਰ ਪੁਨਰਵਾਸ ਟਰੱਸਟ ਵੱਲੋਂ ਸਥਾਨਕ ਨਾਲ ਸਰਕਾਰੀ ਕਾਲਜ, ਹਿਸਾਰ ਦੇ ਵਿਦਿਆਰਥੀਆਂ ਲਈ ਮਾਨਸਿਕ ਸਿਹਤ ਅਤੇ ਤਣਾਅ ਪ੍ਰਬੰਧਨ ਲਈ 'ਤੇ ਇੱਕ ਵਿਸ਼ੇਸ਼ ਕਿੱਤਾਮੁਖੀ ਸਿਖਲਾਈ ਪ੍ਰੋਗਰਾਮ ਦਾ ਆਯੋਜਨ ਕੀਤਾ ਗਿਆ। [521,198,612,298]
paragraph: ਕਿਰਪਾਲ ਸਿੰਘ ਸਿਆਲਪੁਰ, ਬੀਰਦੇਵ ਸਿੰਘ, ਬੀਰਬਲ ਸਿੰਘ ਆਦਿ ਆਗੂਆਂ ਨੇ ਸੰਬੋਧਨ ਕਰਦਿਆਂ ਕੇਂਦਰ ਸਰਕਾਰ ਦੀਆਂ ਨੀਤੀਆਂ ਦੀ ਸਖ਼ਤ ਸ਼ਬਦਾਂ ਵਿੱਚ ਨਿੰਦਾ ਕੀਤੀ। [660,807,772,868]
article-wrestling [16,616,503,924]
column-2 [686,1095,844,1228]
paragraph: ਮੁੱਖ ਸਕੱਤਰ ਨੇ ਕਿਹਾ ਕਿ ਇਸ ਮੁਹਿੰਮ ਦਾ ਉਦੇਸ਼ ਸਰਕਾਰੀ ਦਫ਼ਤਰਾਂ ਵਿੱਚ ਸਾਫ਼-ਸਫਾਈ ਅਤੇ ਕੰਮਕਾਜ ਵਿੱਚ ਸੁਧਾਰ ਲਿਆਉਣਾ ਹੈ। [322,1505,503,1541]
column-1 [16,660,146,924]
subcolumn [170,1428,317,1575]
paragraph: ਇਸ ਲਈ ਸਿਖਲਾਈ ਪ੍ਰੋਗਰਾਮ ਦੌਰਾਨ ਮਾਹਿਰਾਂ ਨੇ ਵਿਦਿਆਰਥੀਆਂ ਨੂੰ ਤਣਾਅ ਤੋਂ ਬਚਣ ਦੇ ਤਰੀਕੇ ਦੱਸੇ ਅਤੇ ਰੋਜ਼ਾਨਾ ਜੀਵਨ ਵਿੱਚ ਸੰਤੁਲਨ ਬਣਾਉਣ ਦੀ ਮਹੱਤਤਾ ਉੱਤੇ ਜ਼ੋਰ ਦਿੱਤਾ। [521,381,612,468]
article-photo [16,1234,316,1354]
article-headline: ਸਾਹਿਤਕ ਪ੍ਰੋਗਰਾਮ 'ਮਹਿਫਲ ਮਿੱਤਰਾਂ ਦੀ' ਦਾ ਆਯੋਜਨ ਕੀਤਾ [521,1241,942,1264]
lower-left-block [16,1234,503,1624]
masthead [16,18,1008,74]
divider [16,930,503,931]
paragraph: ਉਨ੍ਹਾਂ ਕਿਹਾ ਕਿ ਸਿਹਤ ਹੀ ਸਭ ਤੋਂ ਵੱਡਾ ਧਨ ਹੈ ਅਤੇ ਇਸ ਦੀ ਸੰਭਾਲ ਲਈ ਹਰੇਕ ਵਿਅਕਤੀ ਨੂੰ ਸੁਚੇਤ ਰਹਿਣਾ ਚਾਹੀਦਾ ਹੈ। [322,1275,503,1298]
footer-col [16,590,256,603]
dateline-agency: (ਪੈਗਾਮ-ਏ-ਜਗਤ) [573,1456,628,1467]
headline-line-1: ਕਿਸਾਨਾਂ ਮਜ਼ਦੂਰਾਂ ਵੱਲੋਂ ਸਾਮਰਾਜ ਵਿਰੋਧੀ ਦਿਨ ਮਨਾਉਂਦਿਆਂ [521,562,915,619]
paragraph: ਇਸ ਮੌਕੇ ਮੀਟਿੰਗ ਵਿੱਚ ਸੰਘਰਸ਼ ਸ਼ਿੰਦਰ ਗੋਇਲ, ਰਣਜੀਤ ਸਿੰਘ, ਦੀਪਕ ਦੱਤ, ਰਾਜਾ ਸਿੰਘ, ਸ਼ੁਕਦੇਵ, ਐਚ.ਪੀ. ਸੈਨ, ਬਿਕਰਮ, ਅਸ਼ੋਕ ਕੁਮਾਰ ਅਤੇ ਸੋਮਿਤ ਸਿੰਘ ਹਾਜ਼ਰ ਸਨ। [348,1150,503,1198]
dateline-place: ਐਸ.ਏ.ਐਸ. ਨਗਰ, 27 ਮਾਰਚ [51,981,146,992]
paragraph: ਇਸ ਮੌਕੇ ਮੀਟਿੰਗ ਵਿੱਚ ਸੰਘਰਸ਼ ਸ਼ਿੰਦਰ ਗੋਇਲ, ਰਣਜੀਤ ਸਿੰਘ, ਦੀਪਕ ਦੱਤ, ਰਾਜਾ ਸਿੰਘ, ਸ਼ੁਕਦੇਵ, ਐਚ.ਪੀ. ਸੈਨ, ਬਿਕਰਮ, ਅਸ਼ੋਕ ਕੁਮਾਰ ਅਤੇ ਸੋਮਿਤ ਸਿੰਘ ਹਾਜ਼ਰ ਸਨ। [322,1235,503,1270]
paragraph: ਮਾਰਚ ਨੂੰ ਸ਼ਹਿਰ ਦੇ ਮੁੱਖ ਬਾਜ਼ਾਰਾਂ ਵਿੱਚੋਂ ਲੰਘਾਇਆ ਗਿਆ ਜਿਸ ਦੌਰਾਨ ਵੱਡੀ ਗਿਣਤੀ ਵਿੱਚ ਲੋਕ ਸ਼ਾਮਲ ਹੋਏ। [169,1429,316,1464]
article-police-meeting [522,923,1009,1228]
article-photo [153,660,503,788]
dateline-place: ਖਰੜ, 27 ਮਾਰਚ [63,1429,116,1440]
rule-right [324,76,1004,80]
headline-line-2: ਲਈ ਮਾਨਸਿਕ ਸਿਹਤ ਅਤੇ ਤਣਾਅ ਪ੍ਰਬੰਧਨ 'ਤੇ ਕਿੱਤਾਮੁਖੀ ਸਿਖਲਾਈ [521,133,996,155]
divider [16,652,503,654]
footer-col [263,590,503,603]
paragraph: ਇਸ ਤੋਂ ਬਾਅਦ ਸ਼ਰਧਾਲੂਆਂ ਨੇ ਰੰਗੀ ਬਰਾਨ ਦੇ ਅੱਗੇ ਸ਼ੀਰਤੇ ਪ੍ਰਵਾਹ ਕੀਤਾ। ਜਲੂਸ ਵਿੱਚ ਪ੍ਰਧਾਨਗੀ ਭਾਵਮੀ ਗਣਕਾਰ ਕਮਲ ਸ਼ਰਮਾ, ਬ੍ਰਹਮਣ ਸ਼ੰਕਰ (ਸ਼ਰਧਾ ਸ਼ਾਲ), ਬ੍ਰਹਮਣ ਵਿਕਾਸ ਅਤੇ ਦੇਵੀ ਲਕਸ਼ਮੀ, ਅਤੇ ਦੇਵੀ ਦੁਰਗਾ ਸ਼ਾਮਿਲ ਸਨ। [398,294,503,393]
paragraph: ਸੁਖਦੇਵ ਦੇ ਸ਼ਹੀਦੀ ਦਿਹਾੜੇ ਨੂੰ ਸਮਰਪਿਤ ਸਾਮਰਾਜ ਵਿਰੋਧੀ ਦਿਵਸ ਮਨਾਇਆ ਗਿਆ। ਇਸ ਮੌਕੇ ਬੁਲਾਰਿਆਂ ਨੇ ਕਿਹਾ ਕਿ ਮੁਕਤ ਵਪਾਰ ਸਮਝੌਤੇ ਕਿਸਾਨਾਂ ਲਈ ਘਾਤਕ ਸਿੱਧ ਹੋਣਗੇ। [896,847,1009,908]
column-1 [522,1095,680,1228]
divider [522,916,1009,917]
paragraph: ਹਰਿਆਣਾ ਸਰਕਾਰ ਵੱਲੋਂ ਪੁਰਾਣੇ ਸਰਕਾਰੀ ਰਿਕਾਰਡ ਅਤੇ ਗੈਰ-ਜ਼ਰੂਰੀ ਫਰਨੀਚਰ ਨੂੰ ਹਟਾਉਣ ਲਈ ਸੂਬੇ ਭਰ ਵਿੱਚ ਇੱਕ ਵਿਸ਼ੇਸ਼ ਮੁਹਿੰਮ ਚਲਾਈ ਜਾਵੇਗੀ। [322,1425,503,1460]
divider [16,177,503,179]
column-1 [16,185,144,588]
photo-banner-text: ਵਿਸ਼ਾਲ [34,1280,87,1303]
right-column [522,87,1009,1624]
article-headline [322,1313,503,1395]
column-2 [686,1443,844,1549]
subcolumn [661,806,772,910]
callout-text: ਜਸਪੁਰਨ ਮੁੱਲਾਂਪੁਰ ਨੇ ਜਿੱਤਿਆ ਇੱਕ ਲੱਖ ਦਾ ਨਗਦ ਇਨਾਮ, ਵਾਲੀਬਾਲ ਵਿਚ ਬਲਬੇਹੜਾ ਦੀ ਟੀਮ ਅੱਵਲ [26,730,146,768]
paragraph: ਪ੍ਰੋਗਰਾਮ ਦੇ ਅੰਤ ਵਿੱਚ ਸਾਰਿਆਂ ਦਾ ਧੰਨਵਾਦ ਕੀਤਾ ਗਿਆ ਅਤੇ ਅਗਲੇ ਪ੍ਰੋਗਰਾਮ ਦਾ ਐਲਾਨ ਕੀਤਾ ਗਿਆ। [750,397,876,433]
divider [322,1306,503,1307]
paragraph: ਲੱਧੀ, ਸ਼ਮਿੰਦਰ ਪਾਲ ਸ਼ਰੀਹੋਣ, ਜਸਪਾਲ ਸਿੰਘ ਬੈਰਸਰ, ਜਗਦੀਸ਼ ਸਿੰਘ ਗੁਰਦਾਸਪੁਰ ਅਤੇ ਹੋਰ ਆਗੂਆਂ ਨੇ ਵੀ ਇਕੱਠ ਨੂੰ ਸੰਬੋਧਨ ਕੀਤਾ। [778,807,890,855]
article-literary [522,1241,1009,1549]
dateline [522,1443,680,1468]
subcolumn [779,806,890,910]
paragraph: ਸਿਹਤ ਦੀ ਧਾਰਨਾ 'ਤੇ ਇੱਕ ਵਿਚਾਰਕਾਰ ਨੇ ਵਿਚਾਰਕ ਵਿਦਿਆਰਥੀਆਂ ਨਾਲ ਸਾਂਝੇ ਕੀਤੇ। ਉਨ੍ਹਾਂ ਦੱਸਿਆ ਕਿ ਨਿਯਮਤ ਕਸਰਤ, ਸੰਤੁਲਿਤ ਖੁਰਾਕ ਅਤੇ ਲੋੜੀਂਦੀ ਨੀਂਦ ਮਾਨਸਿਕ ਸਿਹਤ ਲਈ ਬਹੁਤ ਜ਼ਰੂਰੀ ਹਨ। [618,304,744,365]
divider [16,1360,316,1361]
article-photo [152,299,390,439]
brand-email: Info@paigamejagat.com [44,32,159,45]
column-2 [153,660,503,924]
paragraph: ਪ੍ਰੋਗਰਾਮ ਦੇ ਅੰਤ ਵਿੱਚ ਸਾਰਿਆਂ ਦਾ ਧੰਨਵਾਦ ਕੀਤਾ ਗਿਆ। [348,1203,503,1226]
dateline-place: ਚੰਡੀਗੜ੍ਹ, 27 ਮਾਰਚ [338,1410,406,1421]
paragraph: ਪ੍ਰਬੰਧਕਾਂ ਨੇ ਕਿਹਾ ਕਿ ਅਜਿਹੇ ਖੇਡ ਮੁਕਾਬਲੇ ਨੌਜਵਾਨਾਂ ਨੂੰ ਨਸ਼ਿਆਂ ਤੋਂ ਦੂਰ ਰੱਖਣ ਵਿੱਚ ਅਹਿਮ ਭੂਮਿਕਾ ਨਿਭਾਉਂਦੇ ਹਨ। [153,846,265,894]
paragraph: ਸਾਰੇ ਵਿਭਾਗਾਂ ਨੂੰ ਕਿਹਾ ਗਿਆ ਹੈ ਕਿ ਉਹ ਆਪਣੇ ਦਫ਼ਤਰਾਂ ਵਿੱਚ ਪਏ ਪੁਰਾਣੇ ਰਿਕਾਰਡ ਦੀ ਛਾਂਟੀ ਕਰਨ ਅਤੇ ਲੋੜੀਂਦਾ ਰਿਕਾਰਡ ਡਿਜੀਟਲ ਰੂਪ ਵਿੱਚ ਸੰਭਾਲਣ। [322,1546,503,1581]
paragraph: ਮੁਲਾਕੀ ਮੁੱਖ ਸੂਬਾ ਕਿਸਾਨ ਮਜ਼ਦੂਰ ਸੰਘਰਸ਼ ਕਮੇਟੀ ਦੇ ਸੂਬਾ ਸਿੰਘ, ਰਾਜਗੁਰੂ ਅਤੇ ਸੁਖਦੇਵ ਦੇ ਸ਼ਹੀਦੀ ਦਿਹਾੜੇ ਨੂੰ ਸਮਰਪਿਤ ਸਾਮਰਾਜ ਵਿਰੋਧੀ ਦਿਵਸ ਮਨਾਇਆ ਗਿਆ। [521,719,654,768]
article-photo [522,961,722,1091]
subcolumn [619,303,744,460]
paragraph: (ਅਧਿਆਇ-11) ਦੀ ਅਧਿਕਾਰ ਵੰਡਿਆਂਗੇ 'ਤੇ ਪ੍ਰਿੰਸੀਪਲ ਸਕੱਤਰ, ਡਾਇਰੈਕਟਰ ਅਤੇ ਹੋਰ ਸਬੰਧਤ ਅਧਿਕਾਰੀ ਮੌਜੂਦ ਰਹਿਣਗੇ। [322,1586,503,1622]
masthead-right-text [831,18,959,54]
dateline [522,1095,680,1120]
divider [522,684,1009,686]
subcolumn [275,443,391,588]
